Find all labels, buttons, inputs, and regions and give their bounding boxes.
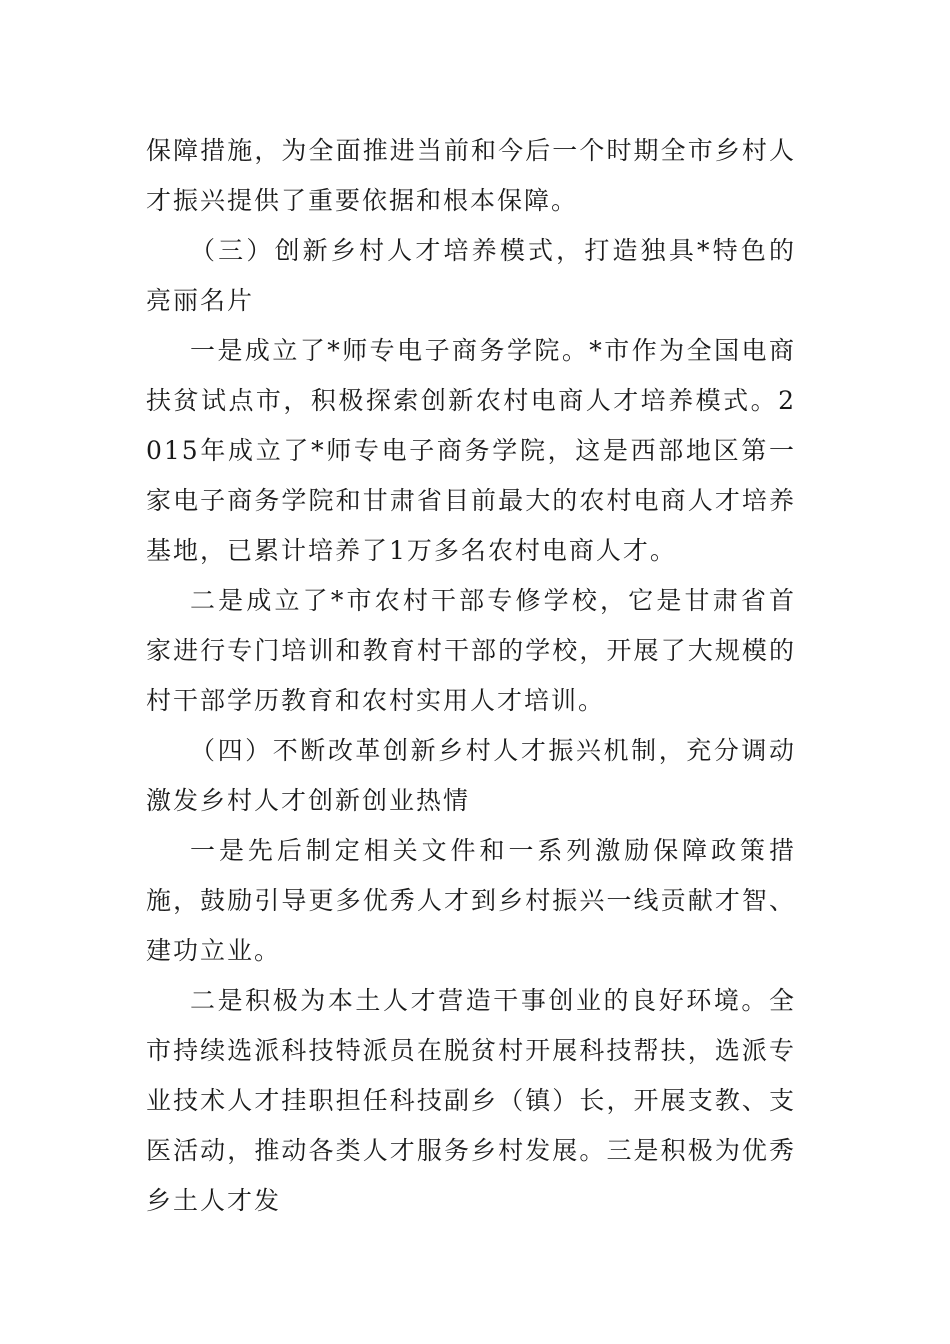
section-heading-three: （三）创新乡村人才培养模式，打造独具*特色的亮丽名片 xyxy=(146,236,796,315)
document-body xyxy=(146,126,796,1226)
paragraph-cadre-school: 二是成立了*市农村干部专修学校，它是甘肃省首家进行专门培训和教育村干部的学校，开展了大规模的村干部学历教育和农村实用人才培训。 xyxy=(146,586,796,715)
paragraph-continuation: 保障措施，为全面推进当前和今后一个时期全市乡村人才振兴提供了重要依据和根本保障。 xyxy=(146,136,796,215)
paragraph-local-talent: 二是积极为本土人才营造干事创业的良好环境。全市持续选派科技特派员在脱贫村开展科技帮扶，选派专业技术人才挂职担任科技副乡（镇）长，开展支教、支医活动，推动各类人才服务乡村发展。三是积极为优秀乡土人才发 xyxy=(146,986,796,1215)
section-heading-four: （四）不断改革创新乡村人才振兴机制，充分调动激发乡村人才创新创业热情 xyxy=(146,736,796,815)
paragraph-incentive-policies: 一是先后制定相关文件和一系列激励保障政策措施，鼓励引导更多优秀人才到乡村振兴一线贡献才智、建功立业。 xyxy=(146,836,796,965)
paragraph-ecommerce-college: 一是成立了*师专电子商务学院。*市作为全国电商扶贫试点市，积极探索创新农村电商人才培养模式。2015年成立了*师专电子商务学院，这是西部地区第一家电子商务学院和甘肃省目前最大的农村电商人才培养基地，已累计培养了1万多名农村电商人才。 xyxy=(146,336,796,565)
